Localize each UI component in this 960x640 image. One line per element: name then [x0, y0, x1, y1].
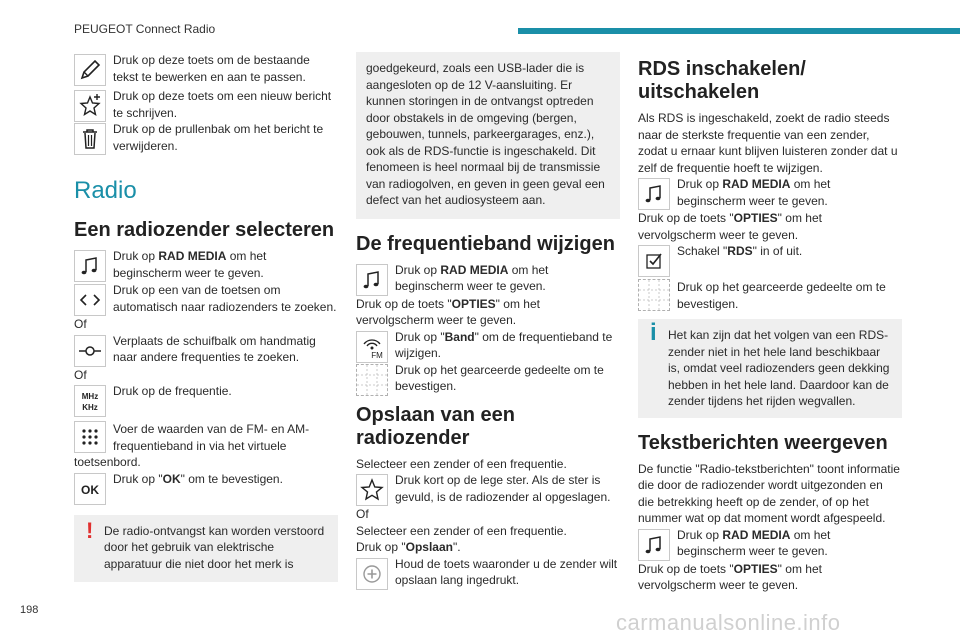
music-note-icon [356, 264, 388, 296]
music-note-icon [638, 178, 670, 210]
keypad-icon [74, 421, 106, 453]
info-icon: i [650, 319, 657, 346]
band-step-1 [356, 262, 620, 296]
text-step-2-text: Druk op de toets "OPTIES" om het vervolgscherm weer te geven. [638, 561, 822, 592]
select-step-4-text: Druk op de frequentie. [113, 384, 232, 398]
or-label-1: Of [74, 317, 87, 331]
band-step-2-text: Druk op de toets "OPTIES" om het vervolgscherm weer te geven. [356, 296, 540, 327]
rds-step-1-text: Druk op RAD MEDIA om het beginscherm weer te geven. [677, 177, 831, 208]
save-step-5-text: Houd de toets waaronder u de zender wilt opslaan lang ingedrukt. [395, 556, 618, 587]
page-number: 198 [20, 604, 39, 616]
ok-icon [74, 473, 106, 505]
plus-circle-icon [356, 558, 388, 590]
select-step-5-text-cont: toetsenbord. [74, 455, 141, 469]
edit-text: Druk op deze toets om de bestaande tekst te bewerken en aan te passen. [113, 53, 310, 84]
select-step-3-text: Verplaats de schuifbalk om handmatig naar andere frequenties te zoeken. [113, 333, 316, 364]
pencil-icon [74, 54, 106, 86]
new-message-instruction [74, 88, 338, 121]
rds-step-4 [638, 277, 902, 317]
slider-icon [74, 335, 106, 367]
rds-step-1 [638, 176, 902, 210]
grid-icon [356, 364, 388, 396]
warning-icon: ! [86, 517, 94, 543]
text-step-1-text: Druk op RAD MEDIA om het beginscherm weer te geven. [677, 527, 831, 558]
select-step-1-text: Druk op RAD MEDIA om het beginscherm weer te geven. [113, 249, 267, 280]
warning-box [74, 515, 338, 583]
save-step-2-text: Druk kort op de lege ster. Als de ster is gevuld, is de radiozender al opgeslagen. [395, 473, 611, 504]
select-step-1 [74, 248, 338, 282]
header-accent-bar [518, 28, 960, 34]
checkbox-icon [638, 245, 670, 277]
warning-text: De radio-ontvangst kan worden verstoord door het gebruik van elektrische apparatuur die niet door het merk is [104, 523, 325, 571]
fm-icon [356, 331, 388, 363]
mhz-khz-icon [74, 385, 106, 417]
save-step-3-text: Selecteer een zender of een frequentie. [356, 523, 567, 538]
column-3 [638, 52, 902, 594]
save-step-5 [356, 556, 620, 590]
new-message-text: Druk op deze toets om een nieuw bericht te schrijven. [113, 89, 332, 120]
select-step-6 [74, 471, 338, 507]
select-step-5 [74, 419, 338, 471]
edit-instruction [74, 52, 338, 88]
or-label-2: Of [74, 367, 87, 382]
rds-intro-text: Als RDS is ingeschakeld, zoekt de radio steeds naar de sterkste frequentie van een zender, zodat u ernaar kunt blijven luisteren zonder dat u zelf de frequentie hoeft te wijzigen. [638, 111, 898, 175]
svg-text:FM: FM [371, 350, 383, 360]
column-1 [74, 52, 338, 582]
heading-save-station: Opslaan van een radiozender [356, 403, 515, 449]
heading-rds: RDS inschakelen/ uitschakelen [638, 58, 806, 103]
trash-icon [74, 123, 106, 155]
band-step-4 [356, 362, 620, 396]
star-plus-icon [74, 90, 106, 122]
svg-text:MHz: MHz [81, 392, 99, 401]
info-text: Het kan zijn dat het volgen van een RDS-zender niet in het hele land beschikbaar is, omdat veel radiozenders geen dekking hebben in het hele land. Daardoor kan de zender tijdens het rijden wegvallen. [668, 328, 890, 408]
save-step-4-text: Druk op "Opslaan". [356, 540, 461, 554]
star-icon [356, 474, 388, 506]
rds-step-4-text: Druk op het gearceerde gedeelte om te bevestigen. [677, 280, 886, 311]
select-step-5-text: Voer de waarden van de FM- en AM-frequentieband in via het virtuele [113, 422, 310, 453]
section-heading-radio: Radio [74, 177, 137, 204]
band-step-1-text: Druk op RAD MEDIA om het beginscherm weer te geven. [395, 262, 549, 293]
music-note-icon [74, 250, 106, 282]
band-step-3-text: Druk op "Band" om de frequentieband te wijzigen. [395, 329, 613, 360]
select-step-2 [74, 282, 338, 316]
select-step-3 [74, 333, 338, 367]
music-note-icon [638, 529, 670, 561]
save-step-1-text: Selecteer een zender of een frequentie. [356, 456, 567, 471]
band-step-3 [356, 329, 620, 362]
band-step-4-text: Druk op het gearceerde gedeelte om te bevestigen. [395, 362, 604, 393]
rds-step-3 [638, 243, 902, 277]
heading-select-station: Een radiozender selecteren [74, 219, 335, 241]
text-step-1 [638, 527, 902, 561]
trash-text: Druk op de prullenbak om het bericht te verwijderen. [113, 122, 324, 153]
save-step-2 [356, 472, 620, 506]
or-label-3: Of [356, 507, 369, 521]
chevrons-icon [74, 284, 106, 316]
warning-continued-text: goedgekeurd, zoals een USB-lader die is aangesloten op de 12 V-aansluiting. Er kunnen storingen in de ontvangst optreden door obstakels in de omgeving (bergen, gebouwen, tunnels, parkeergarages, enz.), ook als de RDS-functie is ingeschakeld. Dit fenomeen is heel normaal bij de transmissie van radiogolven, en geven in geen geval een defect van het audiosysteem aan. [366, 61, 605, 207]
column-2 [356, 52, 620, 590]
watermark: carmanualsonline.info [616, 610, 841, 635]
trash-instruction [74, 121, 338, 159]
select-step-2-text: Druk op een van de toetsen om automatisch naar radiozenders te zoeken. [113, 283, 337, 314]
rds-step-2-text: Druk op de toets "OPTIES" om het vervolgscherm weer te geven. [638, 211, 822, 242]
select-step-6-text: Druk op "OK" om te bevestigen. [113, 471, 283, 486]
svg-text:KHz: KHz [82, 403, 98, 412]
text-intro: De functie "Radio-tekstberichten" toont informatie die door de radiozender wordt uitgezonden en die betrekking heeft op de zender, of op het nummer wat op dat moment wordt afgespeeld. [638, 461, 900, 525]
heading-change-band: De frequentieband wijzigen [356, 232, 615, 255]
select-step-4 [74, 383, 338, 419]
grid-icon [638, 279, 670, 311]
warning-box-continued [356, 52, 620, 219]
heading-text-messages: Tekstberichten weergeven [638, 431, 888, 454]
rds-step-3-text: Schakel "RDS" in of uit. [677, 244, 803, 258]
svg-text:OK: OK [81, 482, 99, 497]
page-header-title: PEUGEOT Connect Radio [74, 22, 216, 36]
info-box [638, 319, 902, 418]
